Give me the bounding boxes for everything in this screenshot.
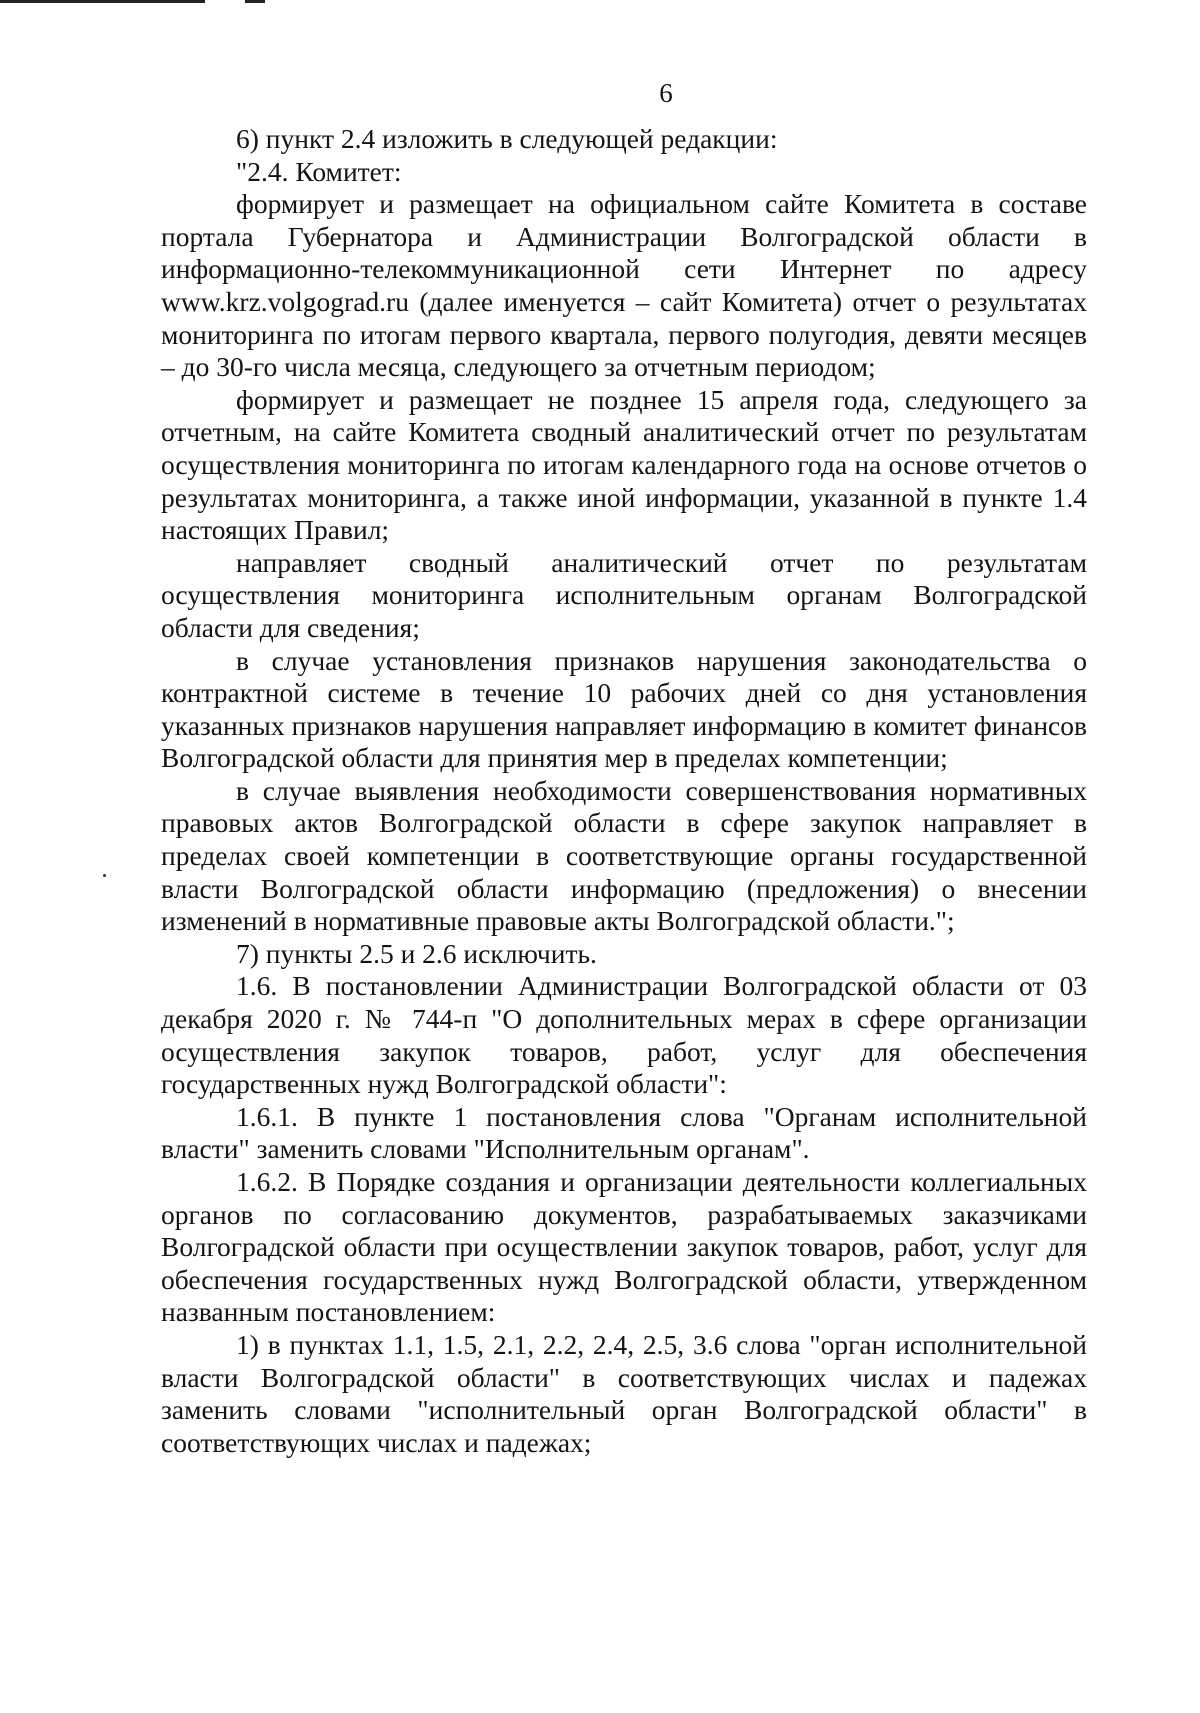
paragraph-item-7: 7) пункты 2.5 и 2.6 исключить. <box>236 937 597 969</box>
scan-speck <box>103 874 106 877</box>
document-body <box>161 123 1087 1459</box>
paragraph-1-6-1: 1.6.1. В пункте 1 постановления слова "Органам исполнительной власти" заменить словами "Исполнительным органам". <box>161 1100 1087 1165</box>
paragraph-item-6: 6) пункт 2.4 изложить в следующей редакции: <box>236 123 778 154</box>
paragraph-annual-report: формирует и размещает не позднее 15 апреля года, следующего за отчетным, на сайте Комитета сводный аналитический отчет по результатам осуществления мониторинга по итогам календарного года на основе отчетов о результатах мониторинга, а также иной информации, указанной в пункте 1.4 настоящих Правил; <box>161 383 1087 546</box>
paragraph-1-6-2: 1.6.2. В Порядке создания и организации деятельности коллегиальных органов по согласованию документов, разрабатываемых заказчиками Волгоградской области при осуществлении закупок товаров, работ, услуг для обеспечения государственных нужд Волгоградской области, утвержденном названным постановлением: <box>161 1166 1087 1328</box>
paragraph-violations: в случае установления признаков нарушения законодательства о контрактной системе в течение 10 рабочих дней со дня установления указанных признаков нарушения направляет информацию в комитет финансов Волгоградской области для принятия мер в пределах компетенции; <box>161 644 1087 774</box>
paragraph-send-report: направляет сводный аналитический отчет по результатам осуществления мониторинга исполнительным органам Волгоградской области для сведения; <box>161 546 1087 643</box>
paragraph-1-6: 1.6. В постановлении Администрации Волгоградской области от 03 декабря 2020 г. № 744-п "О дополнительных мерах в сфере организации осуществления закупок товаров, работ, услуг для обеспечения государственных нужд Волгоградской области": <box>161 970 1087 1100</box>
paragraph-quote-start: "2.4. Комитет: <box>236 155 402 187</box>
paragraph-site-report: формирует и размещает на официальном сайте Комитета в составе портала Губернатора и Администрации Волгоградской области в информационно-телекоммуникационной сети Интернет по адресу www.krz.volgograd.ru (далее именуется – сайт Комитета) отчет о результатах мониторинга по итогам первого квартала, первого полугодия, девяти месяцев – до 30-го числа месяца, следующего за отчетным периодом; <box>161 188 1087 383</box>
scan-edge-mark <box>245 0 265 3</box>
paragraph-improvements: в случае выявления необходимости совершенствования нормативных правовых актов Волгоградской области в сфере закупок направляет в пределах своей компетенции в соответствующие органы государственной власти Волгоградской области информацию (предложения) о внесении изменений в нормативные правовые акты Волгоградской области."; <box>161 774 1087 937</box>
scan-edge-mark <box>0 0 205 3</box>
page-number: 6 <box>659 78 673 108</box>
paragraph-sub-1: 1) в пунктах 1.1, 1.5, 2.1, 2.2, 2.4, 2.5, 3.6 слова "орган исполнительной власти Волгоградской области" в соответствующих числах и падежах заменить словами "исполнительный орган Волгоградской области" в соответствующих числах и падежах; <box>161 1328 1087 1458</box>
